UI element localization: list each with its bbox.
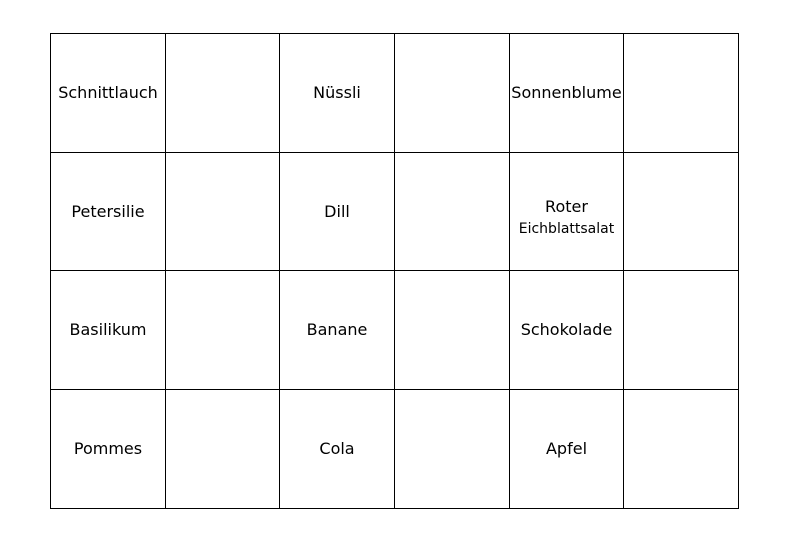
table-cell-empty bbox=[395, 34, 510, 153]
table-cell-word bbox=[510, 271, 624, 390]
word-card-table bbox=[50, 33, 739, 509]
table-cell-empty bbox=[166, 153, 280, 271]
table-cell-empty bbox=[166, 271, 280, 390]
table-cell-word bbox=[510, 34, 624, 153]
word-label-two-line bbox=[519, 184, 614, 240]
table-cell-word bbox=[51, 390, 166, 509]
table-cell-word bbox=[51, 153, 166, 271]
table-cell-empty bbox=[395, 271, 510, 390]
word-label: Dill bbox=[324, 201, 350, 221]
table-cell-empty bbox=[395, 153, 510, 271]
table-cell-word bbox=[510, 390, 624, 509]
table-cell-word bbox=[280, 271, 395, 390]
table-cell-word bbox=[280, 34, 395, 153]
table-cell-word bbox=[51, 34, 166, 153]
word-label: Apfel bbox=[545, 439, 588, 458]
word-label: Schnittlauch bbox=[58, 83, 158, 102]
word-label: Banane bbox=[306, 320, 368, 339]
word-label: Pommes bbox=[73, 439, 143, 458]
word-label: Sonnenblume bbox=[511, 83, 622, 102]
table-cell-word bbox=[51, 271, 166, 390]
table-cell-empty bbox=[395, 390, 510, 509]
word-label: Schokolade bbox=[520, 320, 613, 339]
word-label: Petersilie bbox=[71, 201, 145, 221]
word-label: Cola bbox=[319, 439, 355, 458]
word-label-line1: Roter bbox=[545, 196, 588, 216]
table-cell-empty bbox=[624, 34, 739, 153]
table-cell-empty bbox=[166, 390, 280, 509]
word-label-line2: Eichblattsalat bbox=[518, 220, 615, 237]
word-label: Basilikum bbox=[69, 320, 147, 339]
table-cell-word bbox=[280, 153, 395, 271]
table-cell-word bbox=[280, 390, 395, 509]
table-cell-word bbox=[510, 153, 624, 271]
word-label: Nüssli bbox=[313, 83, 361, 102]
table-cell-empty bbox=[166, 34, 280, 153]
table-cell-empty bbox=[624, 390, 739, 509]
table-cell-empty bbox=[624, 271, 739, 390]
table-cell-empty bbox=[624, 153, 739, 271]
